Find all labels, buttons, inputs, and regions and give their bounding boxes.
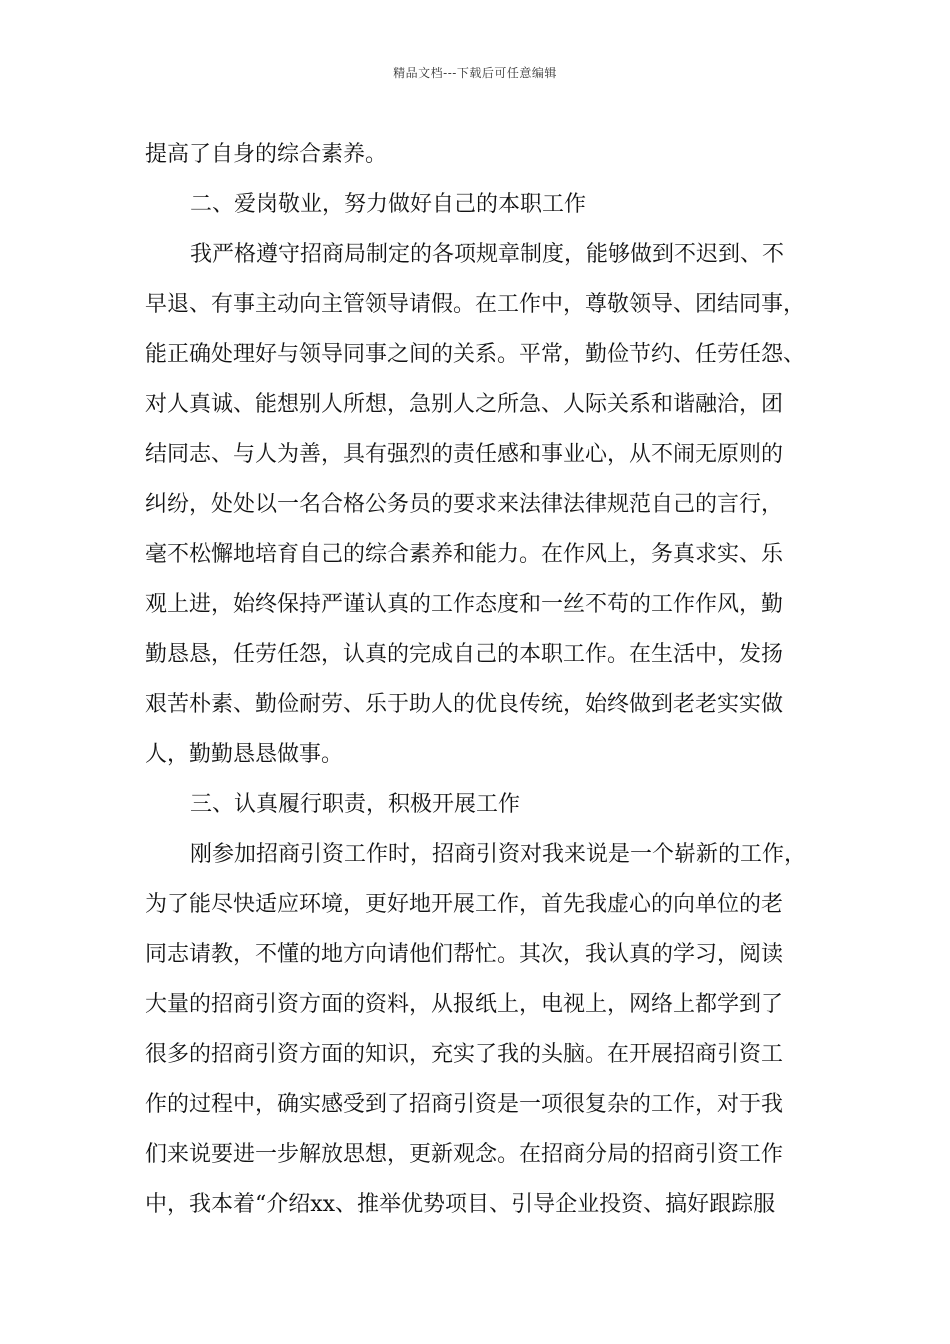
text-line: 纠纷，处处以一名合格公务员的要求来法律法律规范自己的言行， — [145, 492, 784, 517]
text-line: 结同志、与人为善，具有强烈的责任感和事业心，从不闹无原则的 — [145, 442, 784, 467]
text-line: 大量的招商引资方面的资料，从报纸上，电视上，网络上都学到了 — [145, 992, 784, 1017]
page-header: 精品文档---下载后可任意编辑 — [393, 66, 557, 80]
text-line: 很多的招商引资方面的知识，充实了我的头脑。在开展招商引资工 — [145, 1042, 784, 1067]
text-line: 毫不松懈地培育自己的综合素养和能力。在作风上，务真求实、乐 — [145, 542, 784, 567]
text-line: 刚参加招商引资工作时，招商引资对我来说是一个崭新的工作， — [190, 842, 807, 867]
text-line: 观上进，始终保持严谨认真的工作态度和一丝不苟的工作作风，勤 — [145, 592, 784, 617]
text-line: 为了能尽快适应环境，更好地开展工作，首先我虚心的向单位的老 — [145, 892, 784, 917]
text-line: 们来说要进一步解放思想，更新观念。在招商分局的招商引资工作 — [145, 1142, 784, 1167]
text-line: 能正确处理好与领导同事之间的关系。平常，勤俭节约、任劳任怨、 — [145, 342, 806, 367]
text-line: 对人真诚、能想别人所想，急别人之所急、人际关系和谐融洽，团 — [145, 392, 784, 417]
text-line: 提高了自身的综合素养。 — [145, 142, 388, 167]
document-body — [145, 130, 807, 1230]
text-line: 二、爱岗敬业，努力做好自己的本职工作 — [190, 192, 587, 217]
text-line: 三、认真履行职责，积极开展工作 — [190, 792, 521, 817]
text-line: 早退、有事主动向主管领导请假。在工作中，尊敬领导、团结同事， — [145, 292, 806, 317]
text-line: 勤恳恳，任劳任怨，认真的完成自己的本职工作。在生活中，发扬 — [145, 642, 784, 667]
text-line: 同志请教，不懂的地方向请他们帮忙。其次，我认真的学习，阅读 — [145, 942, 784, 967]
text-line: 作的过程中，确实感受到了招商引资是一项很复杂的工作，对于我 — [145, 1092, 784, 1117]
text-line: 我严格遵守招商局制定的各项规章制度，能够做到不迟到、不 — [190, 242, 785, 267]
text-line: 人，勤勤恳恳做事。 — [145, 742, 344, 767]
text-line: 中，我本着“介绍xx、推举优势项目、引导企业投资、搞好跟踪服 — [145, 1192, 776, 1217]
text-line: 艰苦朴素、勤俭耐劳、乐于助人的优良传统，始终做到老老实实做 — [145, 692, 784, 717]
